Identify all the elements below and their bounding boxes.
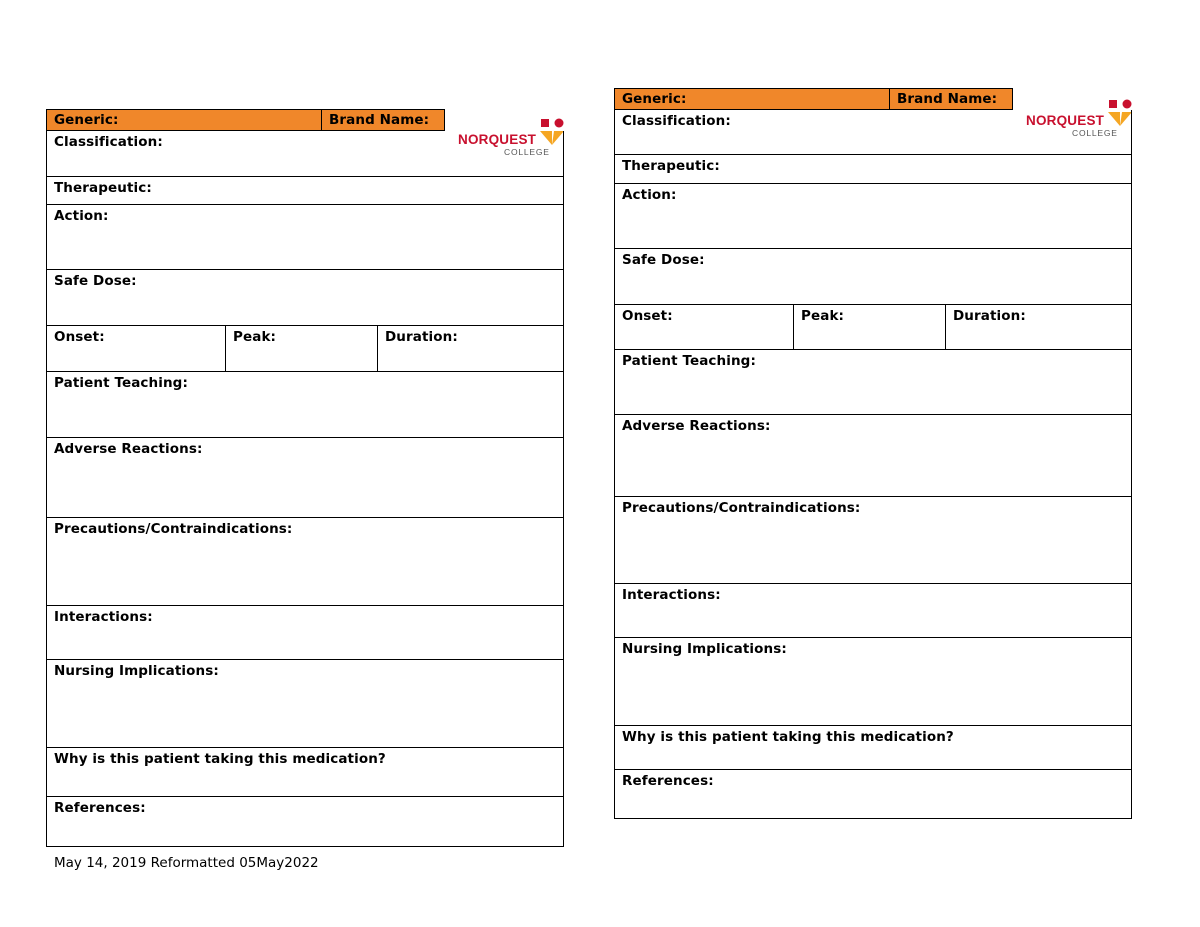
action-label: Action: <box>622 187 677 203</box>
peak-label: Peak: <box>801 308 845 324</box>
cell-peak <box>793 305 945 349</box>
row-classification <box>614 110 1132 155</box>
logo-name: NORQUEST <box>458 132 537 147</box>
cell-peak <box>225 326 377 371</box>
classification-label: Classification: <box>54 134 163 150</box>
row-safe-dose <box>614 249 1132 305</box>
interactions-label: Interactions: <box>54 609 153 625</box>
why-label: Why is this patient taking this medication? <box>54 751 386 767</box>
peak-label: Peak: <box>233 329 277 345</box>
interactions-label: Interactions: <box>622 587 721 603</box>
classification-label: Classification: <box>622 113 731 129</box>
row-adverse-reactions <box>614 415 1132 497</box>
duration-label: Duration: <box>385 329 458 345</box>
header-brand-name <box>321 109 445 131</box>
precautions-label: Precautions/Contraindications: <box>622 500 861 516</box>
logo-name: NORQUEST <box>1026 113 1105 128</box>
row-therapeutic <box>614 155 1132 184</box>
row-why <box>46 748 564 797</box>
row-why <box>614 726 1132 770</box>
row-nursing-implications <box>614 638 1132 726</box>
row-precautions <box>614 497 1132 584</box>
cell-duration <box>945 305 1131 349</box>
row-classification <box>46 131 564 177</box>
brand-name-label: Brand Name: <box>329 112 430 128</box>
why-label: Why is this patient taking this medication? <box>622 729 954 745</box>
therapeutic-label: Therapeutic: <box>54 180 152 196</box>
row-nursing-implications <box>46 660 564 748</box>
row-precautions <box>46 518 564 606</box>
medication-card-left <box>46 109 564 847</box>
cell-onset <box>615 305 793 349</box>
row-safe-dose <box>46 270 564 326</box>
row-adverse-reactions <box>46 438 564 518</box>
row-references <box>614 770 1132 819</box>
adverse-reactions-label: Adverse Reactions: <box>622 418 771 434</box>
row-onset-peak-duration <box>46 326 564 372</box>
generic-label: Generic: <box>622 91 687 107</box>
logo-sub: COLLEGE <box>504 147 550 157</box>
logo-sub: COLLEGE <box>1072 128 1118 138</box>
onset-label: Onset: <box>54 329 105 345</box>
row-interactions <box>614 584 1132 638</box>
safe-dose-label: Safe Dose: <box>622 252 705 268</box>
patient-teaching-label: Patient Teaching: <box>54 375 188 391</box>
brand-name-label: Brand Name: <box>897 91 998 107</box>
row-patient-teaching <box>614 350 1132 415</box>
row-therapeutic <box>46 177 564 205</box>
references-label: References: <box>54 800 146 816</box>
row-patient-teaching <box>46 372 564 438</box>
generic-label: Generic: <box>54 112 119 128</box>
nursing-implications-label: Nursing Implications: <box>622 641 787 657</box>
adverse-reactions-label: Adverse Reactions: <box>54 441 203 457</box>
onset-label: Onset: <box>622 308 673 324</box>
nursing-implications-label: Nursing Implications: <box>54 663 219 679</box>
header-generic <box>614 88 890 110</box>
row-onset-peak-duration <box>614 305 1132 350</box>
precautions-label: Precautions/Contraindications: <box>54 521 293 537</box>
cell-onset <box>47 326 225 371</box>
duration-label: Duration: <box>953 308 1026 324</box>
medication-card-right <box>614 88 1132 819</box>
header-generic <box>46 109 322 131</box>
row-action <box>46 205 564 270</box>
row-interactions <box>46 606 564 660</box>
safe-dose-label: Safe Dose: <box>54 273 137 289</box>
action-label: Action: <box>54 208 109 224</box>
row-action <box>614 184 1132 249</box>
row-references <box>46 797 564 847</box>
therapeutic-label: Therapeutic: <box>622 158 720 174</box>
footer-date: May 14, 2019 Reformatted 05May2022 <box>54 855 319 871</box>
cell-duration <box>377 326 563 371</box>
header-brand-name <box>889 88 1013 110</box>
references-label: References: <box>622 773 714 789</box>
patient-teaching-label: Patient Teaching: <box>622 353 756 369</box>
